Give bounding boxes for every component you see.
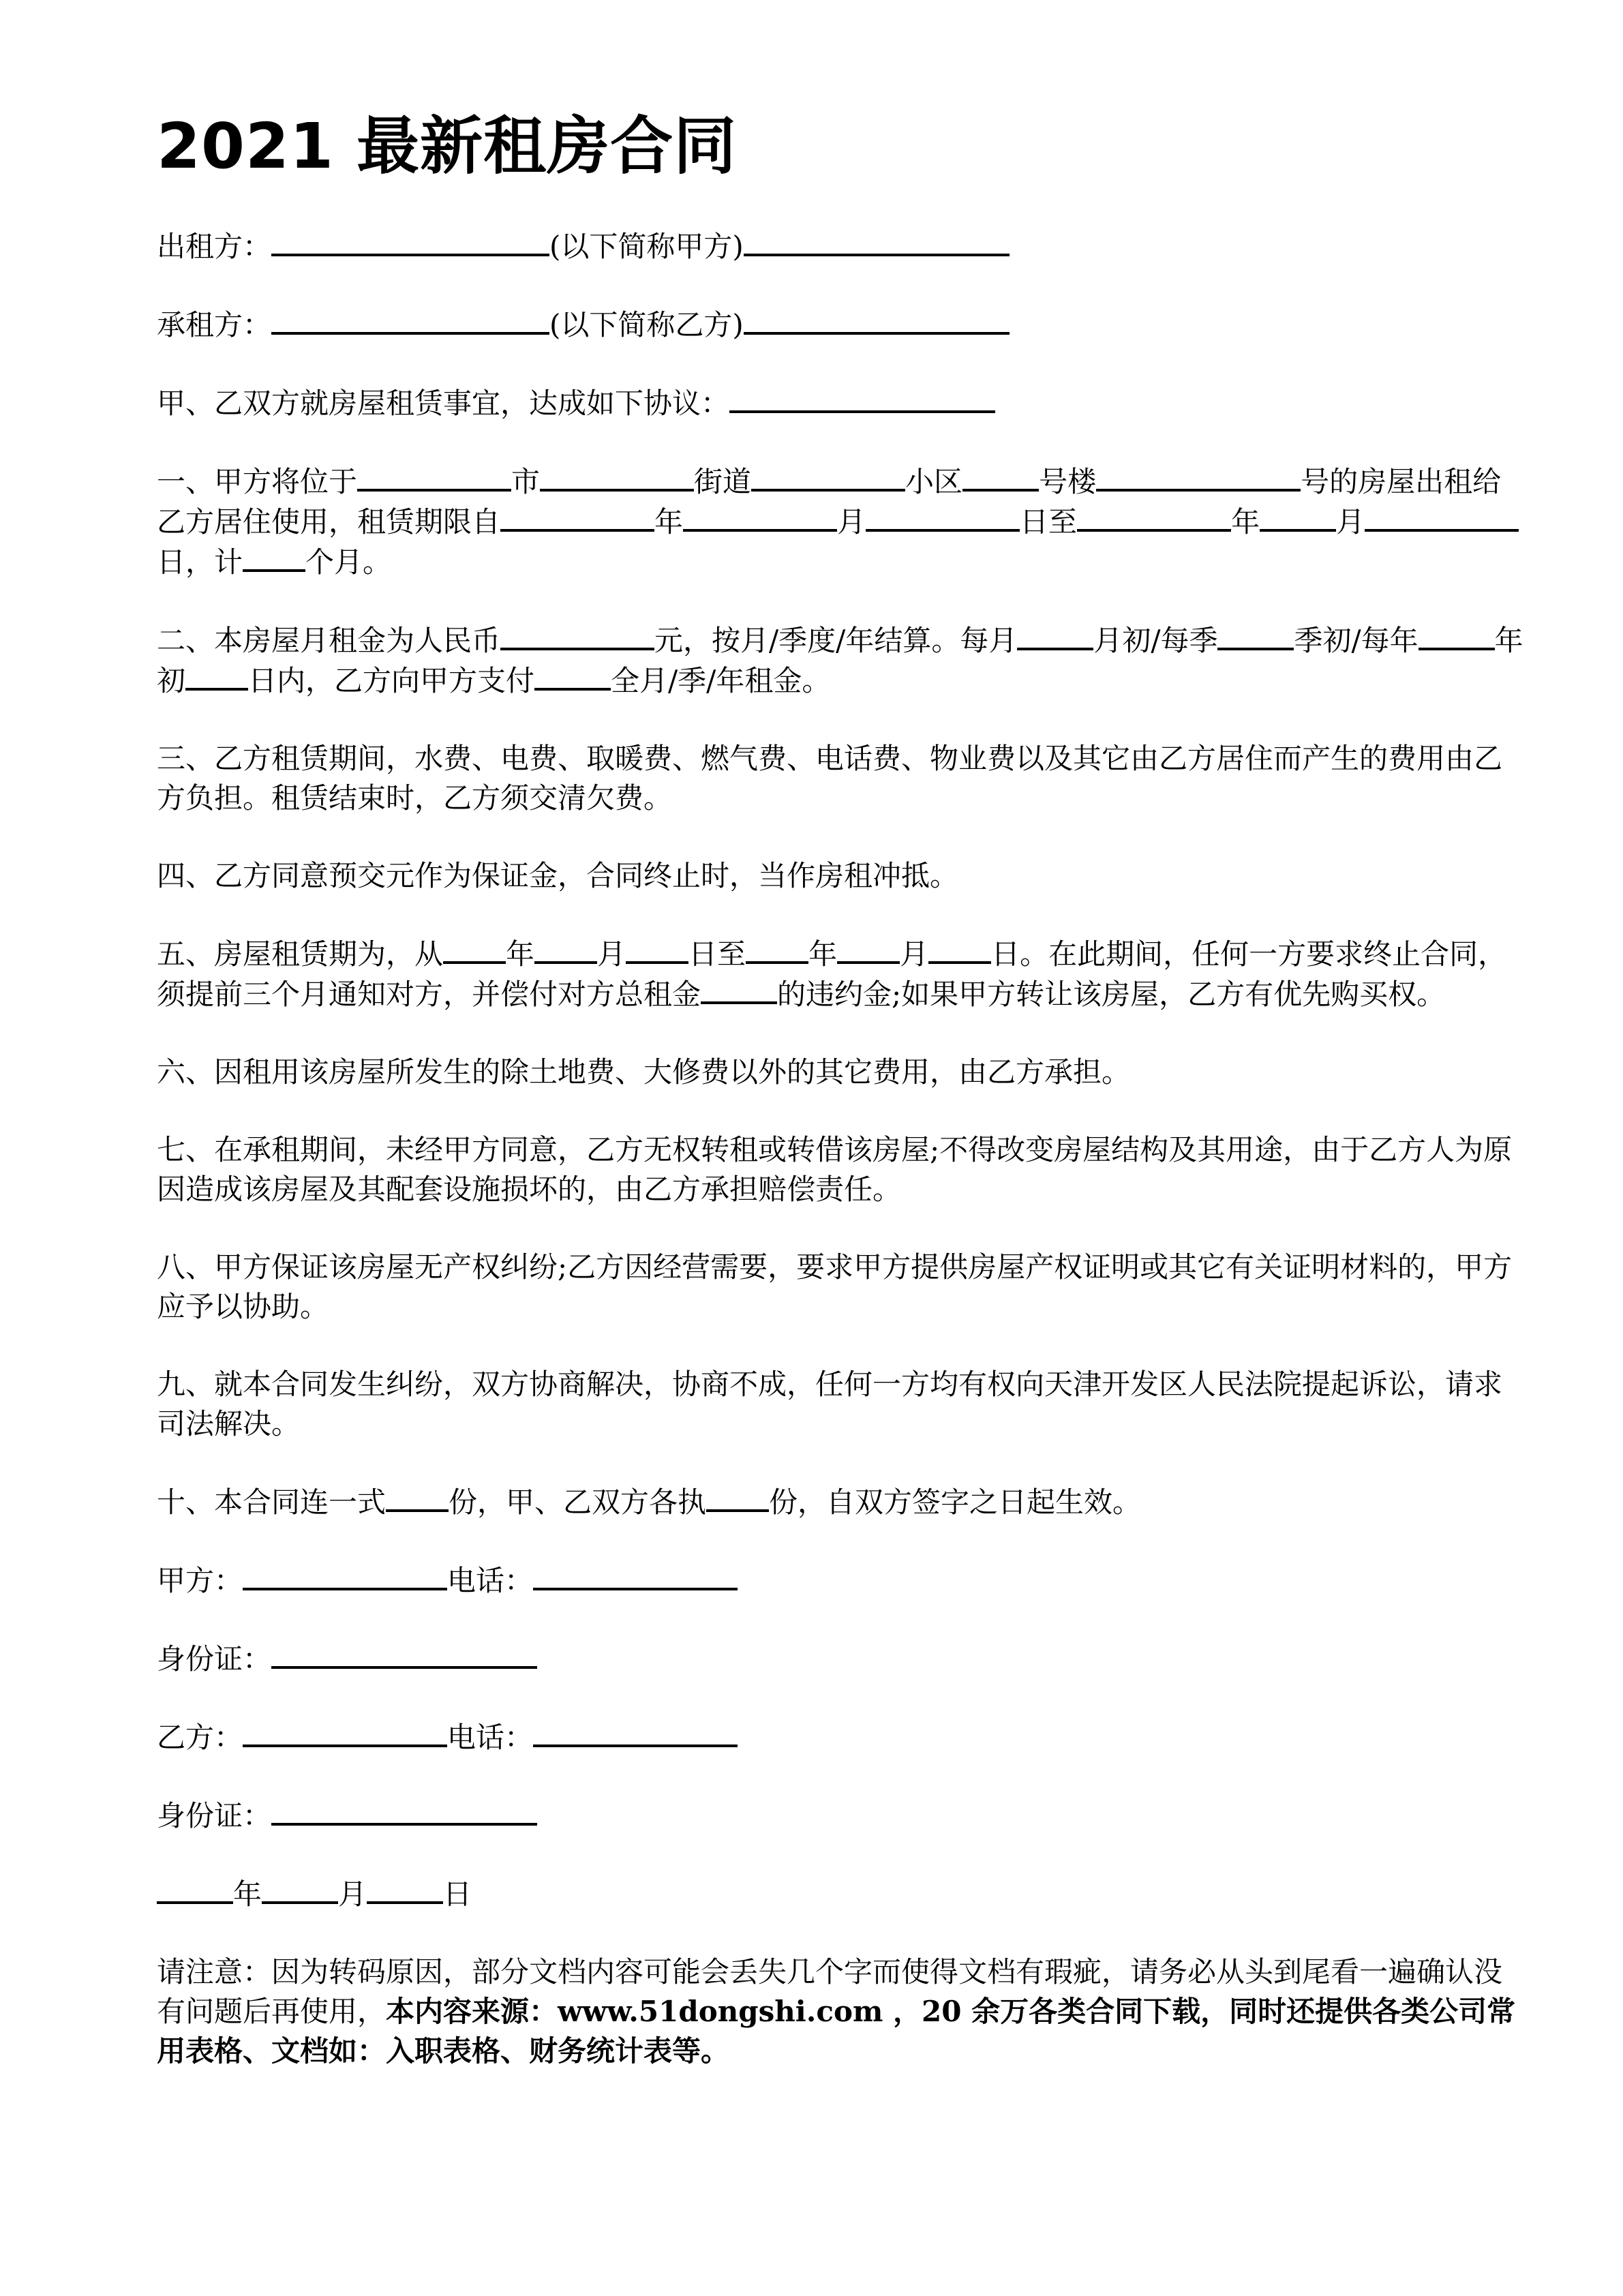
notice-source-text: 本内容来源：www.51dongshi.com ，20 余万各类合同下载，同时还提供各类公司常用表格、文档如：入职表格、财务统计表等。	[157, 1995, 1516, 2068]
rent-amount-blank	[500, 620, 654, 650]
sign-day-blank	[367, 1874, 443, 1904]
clause2-text-g: 全月/季/年租金。	[611, 664, 831, 697]
clause1-text-b: 市	[511, 465, 541, 498]
party-a-phone-label: 电话：	[447, 1564, 534, 1597]
intro-line	[157, 383, 1527, 423]
clause-10	[157, 1482, 1527, 1522]
start-year-blank	[500, 502, 654, 532]
lessee-name-blank	[271, 305, 549, 335]
clause-4: 四、乙方同意预交元作为保证金，合同终止时，当作房租冲抵。	[157, 859, 959, 892]
party-b-id-label: 身份证：	[157, 1799, 272, 1832]
clause1-text-a: 一、甲方将位于	[157, 465, 358, 498]
copies-total-blank	[386, 1482, 449, 1512]
party-b-phone-blank	[533, 1717, 738, 1747]
clause2-text-f: 日内，乙方向甲方支付	[248, 664, 535, 697]
end-year-blank	[1077, 502, 1231, 532]
clause1-text-f: 号的房屋出租给乙方居住使用，租赁期限自	[157, 465, 1502, 539]
lessor-extra-blank	[744, 226, 1010, 256]
term-end-year-blank	[746, 934, 808, 964]
clause1-text-m: 个月。	[305, 545, 392, 579]
lessee-label: 承租方：	[157, 308, 272, 342]
clause-7: 七、在承租期间，未经甲方同意，乙方无权转租或转借该房屋;不得改变房屋结构及其用途，由于乙方人为原因造成该房屋及其配套设施损坏的，由乙方承担赔偿责任。	[157, 1133, 1513, 1206]
intro-blank	[729, 383, 995, 413]
clause1-text-i: 日至	[1020, 505, 1078, 539]
term-end-month-blank	[837, 934, 900, 964]
party-b-phone-label: 电话：	[447, 1721, 534, 1754]
clause5-text-g: 日。在此期间，任何一方要求终止合同，须提前三个月通知对方，并偿付对方总租金	[157, 937, 1507, 1011]
party-b-id-line	[157, 1796, 1527, 1836]
clause-5	[157, 934, 1527, 1014]
party-b-blank	[243, 1717, 447, 1747]
clause-3: 三、乙方租赁期间，水费、电费、取暖费、燃气费、电话费、物业费以及其它由乙方居住而产生的费用由乙方负担。租赁结束时，乙方须交清欠费。	[157, 742, 1503, 815]
days-within-blank	[185, 661, 248, 691]
contract-page	[157, 109, 1527, 2109]
lessor-note: (以下简称甲方)	[549, 230, 744, 263]
start-month-blank	[683, 502, 837, 532]
street-blank	[540, 462, 694, 492]
clause10-text-a: 十、本合同连一式	[157, 1485, 386, 1519]
sign-year-blank	[157, 1874, 233, 1904]
end-month-blank	[1260, 502, 1336, 532]
monthly-day-blank	[1017, 620, 1093, 650]
months-count-blank	[243, 542, 305, 572]
clause1-text-c: 街道	[694, 465, 752, 498]
party-b-label: 乙方：	[157, 1721, 243, 1754]
lessor-name-blank	[271, 226, 549, 256]
clause2-text-d: 季初/每年	[1294, 624, 1419, 657]
community-blank	[751, 462, 905, 492]
lessee-note: (以下简称乙方)	[549, 308, 744, 342]
clause1-text-l: 日，计	[157, 545, 243, 579]
notice	[157, 1952, 1527, 2071]
notice-text: 请注意：因为转码原因，部分文档内容可能会丢失几个字而使得文档有瑕疵，请务必从头到尾看一遍确认没有问题后再使用，	[157, 1955, 1503, 2028]
term-start-year-blank	[443, 934, 506, 964]
party-a-phone-blank	[533, 1560, 738, 1590]
clause1-text-j: 年	[1231, 505, 1260, 539]
clause1-text-h: 月	[837, 505, 866, 539]
party-b-id-blank	[271, 1796, 537, 1826]
clause5-text-h: 的违约金;如果甲方转让该房屋，乙方有优先购买权。	[777, 978, 1446, 1011]
document-title: 2021 最新租房合同	[157, 110, 738, 183]
city-blank	[357, 462, 511, 492]
clause-8: 八、甲方保证该房屋无产权纠纷;乙方因经营需要，要求甲方提供房屋产权证明或其它有关证明材料的，甲方应予以协助。	[157, 1250, 1513, 1323]
term-start-month-blank	[534, 934, 597, 964]
clause5-text-c: 月	[597, 937, 626, 971]
lessee-extra-blank	[744, 305, 1010, 335]
party-a-id-blank	[271, 1639, 537, 1669]
party-a-line	[157, 1560, 1527, 1601]
clause5-text-a: 五、房屋租赁期为，从	[157, 937, 444, 971]
term-start-day-blank	[626, 934, 688, 964]
copies-each-blank	[706, 1482, 769, 1512]
clause1-text-d: 小区	[905, 465, 963, 498]
clause10-text-c: 份，自双方签字之日起生效。	[769, 1485, 1142, 1519]
yearly-day-blank	[1419, 620, 1495, 650]
clause1-text-e: 号楼	[1039, 465, 1097, 498]
clause-9: 九、就本合同发生纠纷，双方协商解决，协商不成，任何一方均有权向天津开发区人民法院提起诉讼，请求司法解决。	[157, 1368, 1503, 1440]
clause1-text-g: 年	[654, 505, 684, 539]
party-a-blank	[243, 1560, 447, 1590]
clause2-text-a: 二、本房屋月租金为人民币	[157, 624, 501, 657]
sign-year-label: 年	[233, 1877, 262, 1911]
clause5-text-b: 年	[506, 937, 535, 971]
sign-month-blank	[262, 1874, 338, 1904]
quarterly-day-blank	[1217, 620, 1294, 650]
party-a-id-label: 身份证：	[157, 1642, 272, 1676]
intro-text: 甲、乙双方就房屋租赁事宜，达成如下协议：	[157, 387, 730, 420]
lessee-line	[157, 305, 1527, 345]
sign-day-label: 日	[443, 1877, 472, 1911]
term-end-day-blank	[928, 934, 991, 964]
party-a-label: 甲方：	[157, 1564, 243, 1597]
clause1-text-k: 月	[1336, 505, 1365, 539]
clause-2	[157, 620, 1527, 701]
building-blank	[962, 462, 1039, 492]
sign-month-label: 月	[338, 1877, 367, 1911]
clause2-text-e: 年初	[157, 624, 1523, 697]
clause5-text-e: 年	[808, 937, 838, 971]
end-day-blank	[1365, 502, 1519, 532]
date-line	[157, 1874, 1527, 1914]
clause-6: 六、因租用该房屋所发生的除土地费、大修费以外的其它费用，由乙方承担。	[157, 1055, 1131, 1089]
signature-section	[157, 1560, 1527, 1914]
penalty-blank	[701, 974, 777, 1004]
room-number-blank	[1096, 462, 1301, 492]
clause5-text-f: 月	[900, 937, 929, 971]
lessor-line	[157, 226, 1527, 267]
clause-1	[157, 462, 1527, 582]
clause2-text-b: 元，按月/季度/年结算。每月	[654, 624, 1018, 657]
party-a-id-line	[157, 1639, 1527, 1679]
clause2-text-c: 月初/每季	[1093, 624, 1218, 657]
payment-blank	[534, 661, 611, 691]
lessor-label: 出租方：	[157, 230, 272, 263]
clause5-text-d: 日至	[688, 937, 746, 971]
party-b-line	[157, 1717, 1527, 1757]
clause10-text-b: 份，甲、乙双方各执	[449, 1485, 707, 1519]
start-day-blank	[866, 502, 1020, 532]
